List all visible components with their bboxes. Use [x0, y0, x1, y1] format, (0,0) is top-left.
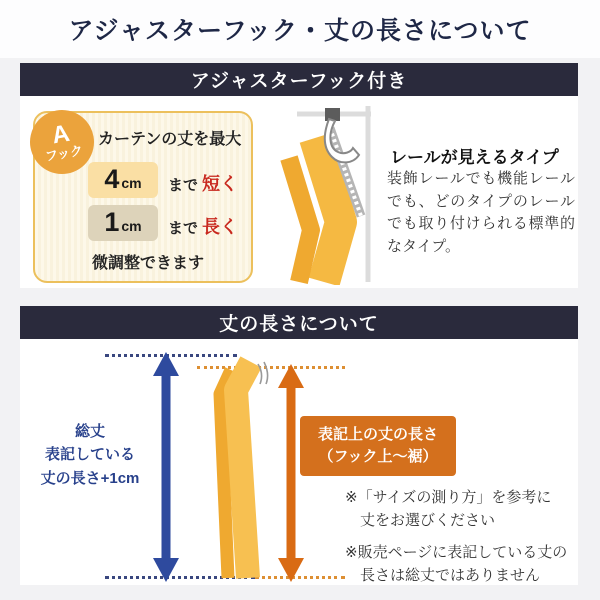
- shorten-emphasis: 短く: [202, 174, 239, 194]
- total-label-line1: 総丈: [74, 423, 105, 440]
- curtain-rail-illustration: [245, 100, 385, 285]
- lengthen-suffix: [168, 213, 238, 239]
- hook-squiggle-icon: [258, 362, 268, 384]
- rail-type-description: 装飾レールでも機能レールでも、どのタイプのレールでも取り付けられる標準的なタイプ。: [387, 170, 575, 255]
- lengthen-value-box: [88, 205, 158, 241]
- lengthen-emphasis: 長く: [202, 217, 239, 237]
- total-length-label: [25, 420, 155, 490]
- marked-label-line1: 表記上の丈の長さ: [317, 426, 438, 444]
- section-length-header: [20, 306, 578, 339]
- note-measure: [345, 487, 577, 532]
- curtain-length-illustration: [195, 352, 275, 584]
- rail-runner: [325, 108, 340, 121]
- note-total: [345, 542, 577, 587]
- a-hook-badge-letter: A: [49, 119, 72, 150]
- lengthen-middle: まで: [168, 220, 199, 237]
- a-hook-badge-word: フック: [43, 142, 85, 164]
- lengthen-unit: cm: [121, 218, 142, 234]
- shorten-middle: まで: [168, 177, 199, 194]
- shorten-value: 4: [104, 164, 120, 194]
- note-measure-line2: 丈をお選びください: [360, 511, 496, 529]
- lengthen-value: 1: [104, 207, 120, 237]
- marked-arrow-head-bottom: [278, 558, 304, 582]
- adjustment-footer: 微調整できます: [91, 255, 204, 272]
- marked-label-line2: （フック上〜裾）: [318, 448, 438, 465]
- adjustment-intro: カーテンの丈を最大: [98, 131, 242, 148]
- section-length-header-label: 丈の長さについて: [219, 314, 379, 335]
- total-length-arrow: [151, 352, 181, 582]
- curtain-back-pleat: [289, 158, 311, 282]
- note-total-line2: 長さは総丈ではありません: [360, 566, 541, 584]
- total-arrow-shaft: [162, 372, 171, 562]
- adjuster-hook-icon: [325, 119, 359, 162]
- shorten-value-box: [88, 162, 158, 198]
- total-arrow-head-bottom: [153, 558, 179, 582]
- total-label-line3: 丈の長さ+1cm: [40, 469, 140, 487]
- marked-arrow-shaft: [287, 384, 296, 562]
- note-measure-line1: ※「サイズの測り方」を参考に: [345, 489, 552, 506]
- total-label-line2: 表記している: [44, 446, 135, 464]
- page-title-band: [0, 0, 600, 58]
- section-hook-header-label: アジャスターフック付き: [190, 71, 408, 92]
- shorten-unit: cm: [121, 175, 142, 191]
- rail-type-title: レールが見えるタイプ: [390, 148, 559, 167]
- shorten-suffix: [168, 170, 238, 196]
- marked-length-label-box: [300, 416, 456, 476]
- page-title: アジャスターフック・丈の長さについて: [68, 16, 532, 45]
- section-hook-header: [20, 63, 578, 96]
- length-notes: [345, 487, 577, 597]
- curtain-front-strip: [236, 362, 251, 578]
- note-total-line1: ※販売ページに表記している丈の: [345, 544, 568, 561]
